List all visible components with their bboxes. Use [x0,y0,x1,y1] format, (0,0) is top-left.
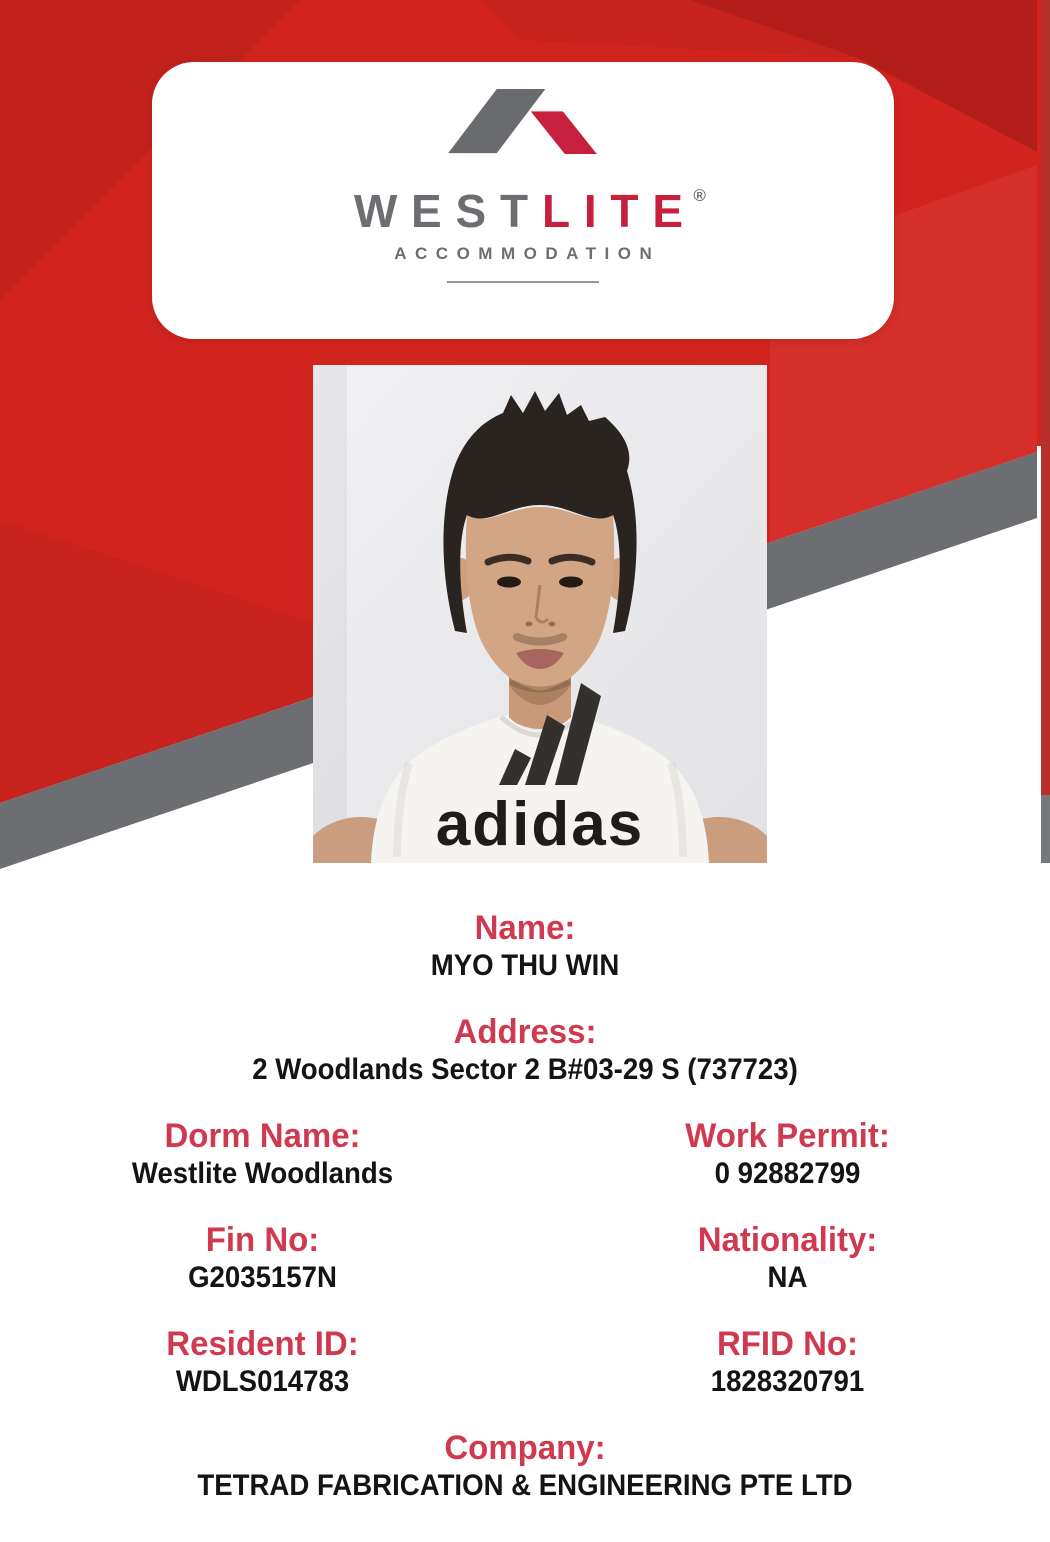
field-work-permit [525,1116,1050,1192]
field-row-residentid-rfid [0,1324,1050,1400]
field-label: Fin No: [205,1221,320,1259]
field-value: Westlite Woodlands [131,1157,394,1190]
brand-divider [447,281,599,283]
field-label: Company: [444,1429,606,1467]
field-dorm-name [0,1116,525,1192]
field-name [0,908,1050,984]
field-resident-id [0,1324,525,1400]
field-label: Resident ID: [166,1325,359,1363]
field-value: NA [767,1261,808,1294]
field-value: 2 Woodlands Sector 2 B#03-29 S (737723) [252,1053,798,1086]
brand-name [152,170,894,237]
field-label: RFID No: [716,1325,859,1363]
resident-details [0,872,1050,1532]
field-label: Address: [453,1013,597,1051]
registered-trademark-mark: ® [693,186,706,205]
brand-card [152,62,894,339]
field-row-dorm-workpermit [0,1116,1050,1192]
brand-name-lite: LITE [541,185,697,237]
westlite-roof-icon [443,88,603,156]
brand-name-west: WEST [353,185,542,237]
field-value: MYO THU WIN [430,949,620,982]
field-value: G2035157N [188,1261,337,1294]
right-edge-stripe-red [1041,0,1050,795]
field-rfid-no [525,1324,1050,1400]
field-fin-no [0,1220,525,1296]
field-value: 1828320791 [710,1365,865,1398]
resident-portrait-illustration [313,365,767,863]
field-label: Name: [474,909,576,947]
brand-tagline: ACCOMMODATION [394,244,661,263]
field-value: 0 92882799 [714,1157,861,1190]
resident-photo [313,365,767,863]
field-row-fin-nationality [0,1220,1050,1296]
field-label: Dorm Name: [164,1117,361,1155]
field-value: TETRAD FABRICATION & ENGINEERING PTE LTD [197,1469,853,1502]
field-label: Work Permit: [685,1117,890,1155]
field-value: WDLS014783 [175,1365,350,1398]
field-address [0,1012,1050,1088]
shirt-logo-text: adidas [435,790,645,859]
right-edge-stripe-gray [1041,795,1050,863]
field-company [0,1428,1050,1504]
field-nationality [525,1220,1050,1296]
field-label: Nationality: [697,1221,878,1259]
